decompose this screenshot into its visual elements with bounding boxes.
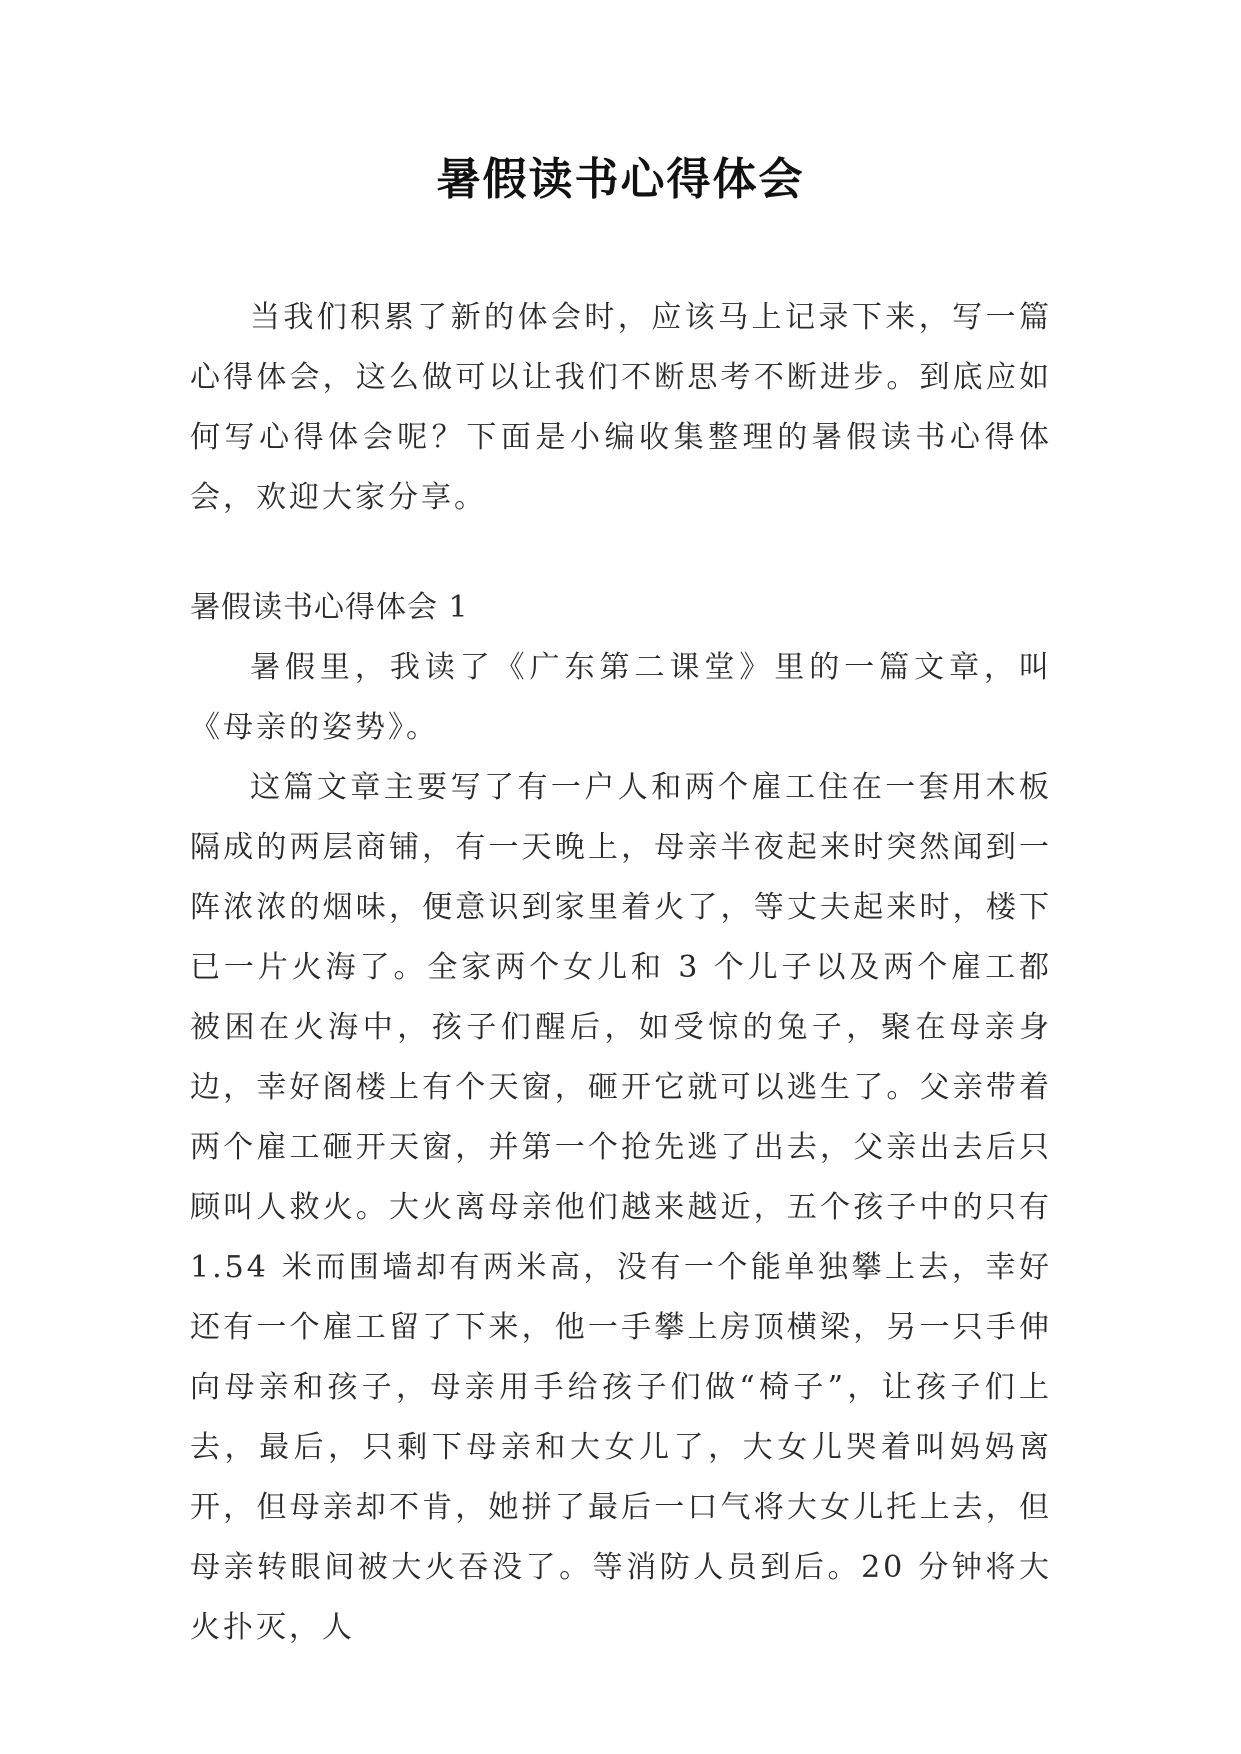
section-paragraph-1: 暑假里，我读了《广东第二课堂》里的一篇文章，叫《母亲的姿势》。	[190, 650, 1052, 745]
intro-paragraph: 当我们积累了新的体会时，应该马上记录下来，写一篇心得体会，这么做可以让我们不断思考不断进步。到底应如何写心得体会呢？下面是小编收集整理的暑假读书心得体会，欢迎大家分享。	[190, 300, 1052, 515]
section-paragraph-2: 这篇文章主要写了有一户人和两个雇工住在一套用木板隔成的两层商铺，有一天晚上，母亲半夜起来时突然闻到一阵浓浓的烟味，便意识到家里着火了，等丈夫起来时，楼下已一片火海了。全家两个女儿和 3 个儿子以及两个雇工都被困在火海中，孩子们醒后，如受惊的兔子，聚在母亲身边，幸好阁楼上有个天窗，砸开它就可以逃生了。父亲带着两个雇工砸开天窗，并第一个抢先逃了出去，父亲出去后只顾叫人救火。大火离母亲他们越来越近，五个孩子中的只有 1.54 米而围墙却有两米高，没有一个能单独攀上去，幸好还有一个雇工留了下来，他一手攀上房顶横梁，另一只手伸向母亲和孩子，母亲用手给孩子们做“椅子”，让孩子们上去，最后，只剩下母亲和大女儿了，大女儿哭着叫妈妈离开，但母亲却不肯，她拼了最后一口气将大女儿托上去，但母亲转眼间被大火吞没了。等消防人员到后。20 分钟将大火扑灭，人	[190, 770, 1052, 1645]
section-1	[190, 578, 1052, 1658]
section-heading: 暑假读书心得体会 1	[190, 590, 469, 625]
document-title: 暑假读书心得体会	[436, 154, 805, 205]
